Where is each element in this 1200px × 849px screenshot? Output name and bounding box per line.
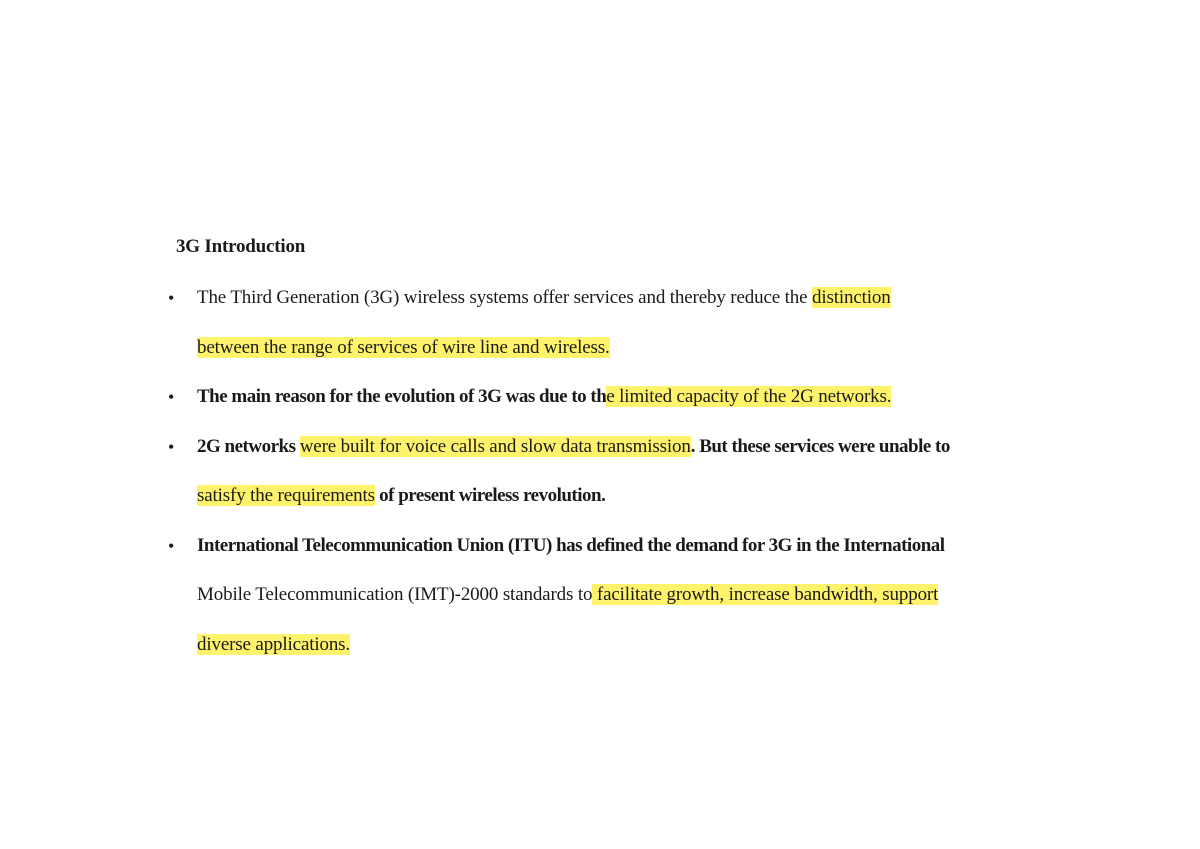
highlighted-text: were built for voice calls and slow data transmission (299, 436, 691, 457)
highlighted-text: distinction (811, 287, 891, 308)
bullet-marker: • (168, 387, 175, 407)
bullet-4-line-1 (197, 533, 945, 559)
highlighted-text: facilitate growth, increase bandwidth, support (592, 584, 939, 605)
bullet-4-line-1-text: International Telecommunication Union (ITU) has defined the demand for 3G in the International (197, 535, 945, 556)
bullet-marker: • (168, 288, 175, 308)
highlighted-text: e limited capacity of the 2G networks. (606, 386, 892, 407)
bullet-2-line-1-text: The main reason for the evolution of 3G was due to th (197, 386, 607, 407)
bullet-3-line-1-text: 2G networks (197, 436, 300, 457)
bullet-3-line-1 (197, 434, 950, 460)
highlighted-text: between the range of services of wire line and wireless. (197, 337, 610, 358)
bullet-4-line-3 (197, 632, 350, 658)
highlighted-text: diverse applications. (197, 634, 351, 655)
bullet-marker: • (168, 536, 175, 556)
bullet-4-line-2 (197, 582, 938, 608)
highlighted-text: satisfy the requirements (197, 485, 375, 506)
bullet-marker: • (168, 437, 175, 457)
bullet-1-line-1 (197, 285, 891, 311)
bullet-1-line-1-text: The Third Generation (3G) wireless systems offer services and thereby reduce the (197, 287, 812, 308)
bullet-4-line-2-text: Mobile Telecommunication (IMT)-2000 standards to (197, 584, 593, 605)
bullet-3-line-1-tail: . But these services were unable to (690, 436, 950, 457)
document-title: 3G Introduction (176, 236, 306, 257)
bullet-2-line-1 (197, 384, 891, 410)
bullet-3-line-2 (197, 483, 605, 509)
bullet-3-line-2-tail: of present wireless revolution. (374, 485, 606, 506)
bullet-1-line-2 (197, 335, 610, 361)
